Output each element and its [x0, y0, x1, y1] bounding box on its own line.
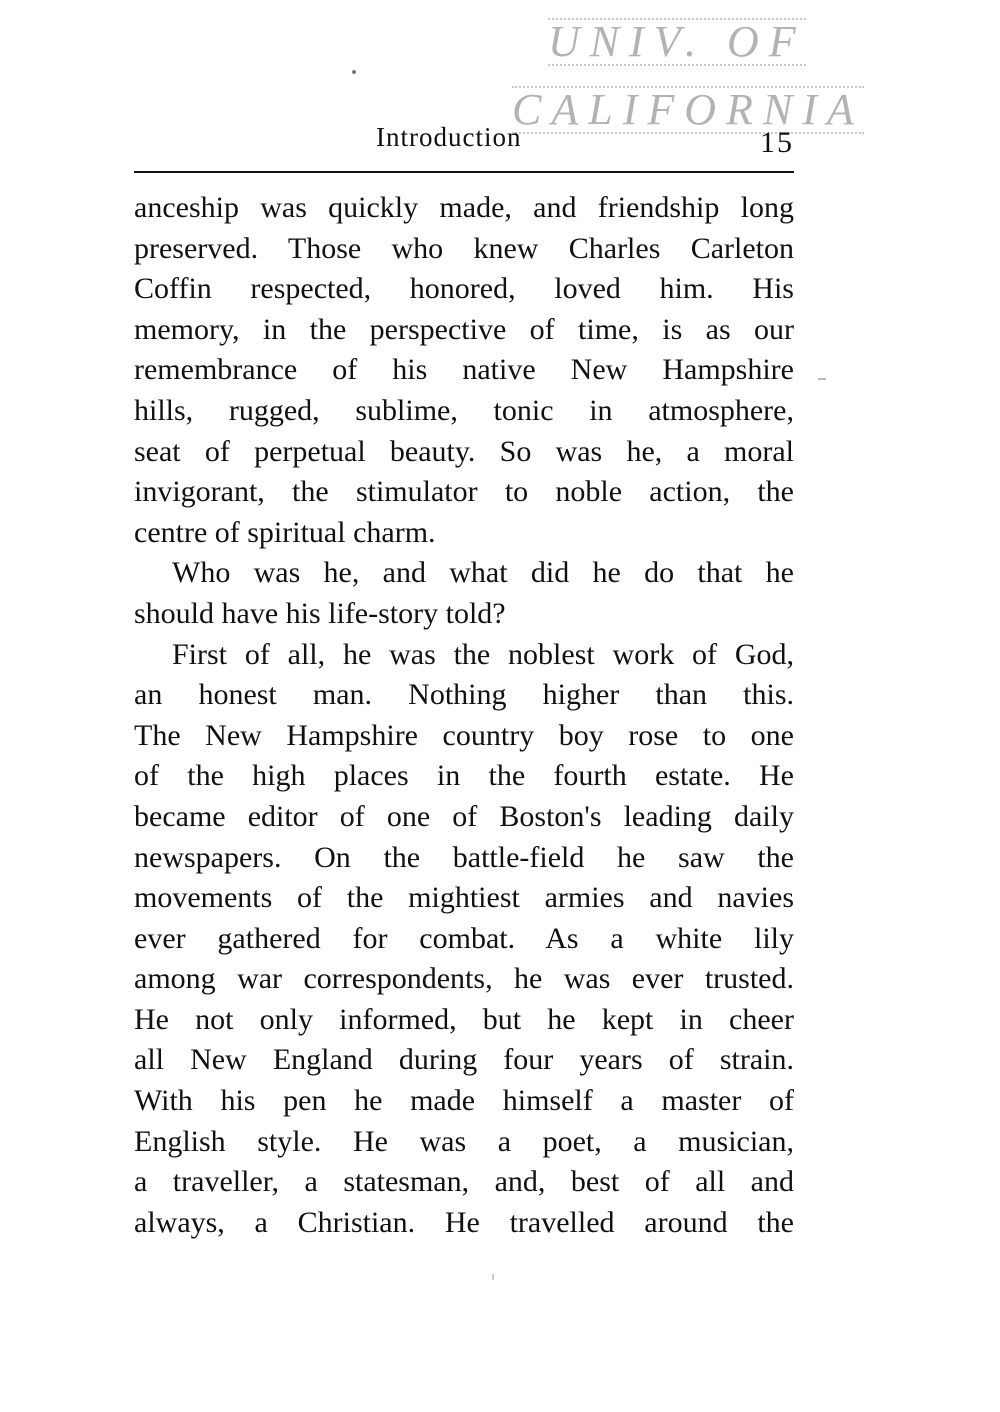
- text-line: always, a Christian. He travelled around the: [134, 1205, 794, 1239]
- text-line: hills, rugged, sublime, tonic in atmosphere,: [134, 393, 794, 427]
- text-line: centre of spiritual charm.: [134, 515, 436, 549]
- text-line: should have his life-story told?: [134, 596, 506, 630]
- text-line: movements of the mightiest armies and navies: [134, 881, 794, 915]
- page-header: [134, 118, 794, 158]
- text-line: He not only informed, but he kept in cheer: [134, 1002, 794, 1036]
- text-line: Who was he, and what did he do that he: [172, 556, 794, 590]
- header-rule: [134, 171, 794, 173]
- text-line: an honest man. Nothing higher than this.: [134, 678, 794, 712]
- text-line: invigorant, the stimulator to noble action, the: [134, 475, 794, 509]
- stamp-line-1: UNIV. OF: [548, 17, 806, 66]
- text-line: The New Hampshire country boy rose to one: [134, 718, 794, 752]
- text-line: Coffin respected, honored, loved him. His: [134, 272, 794, 306]
- body-text: [134, 188, 794, 1243]
- text-line: of the high places in the fourth estate. He: [134, 759, 794, 793]
- text-line: preserved. Those who knew Charles Carleton: [134, 231, 794, 265]
- text-line: With his pen he made himself a master of: [134, 1084, 794, 1118]
- bottom-mark: [492, 1274, 494, 1280]
- text-line: among war correspondents, he was ever trusted.: [134, 962, 794, 996]
- margin-mark: [818, 378, 826, 380]
- text-line: all New England during four years of strain.: [134, 1043, 794, 1077]
- text-line: memory, in the perspective of time, is as our: [134, 312, 794, 346]
- text-line: a traveller, a statesman, and, best of all and: [134, 1165, 794, 1199]
- text-line: anceship was quickly made, and friendship long: [134, 191, 794, 224]
- stamp-line-2: CALIFORNIA: [512, 85, 864, 134]
- page-number: 15: [760, 126, 794, 159]
- text-line: newspapers. On the battle-field he saw the: [134, 840, 794, 874]
- running-head: Introduction: [376, 122, 522, 152]
- text-line: became editor of one of Boston's leading daily: [134, 799, 794, 833]
- stamp-dot: [352, 70, 356, 74]
- text-line: English style. He was a poet, a musician,: [134, 1124, 794, 1158]
- text-line: seat of perpetual beauty. So was he, a moral: [134, 434, 794, 468]
- text-line: First of all, he was the noblest work of God,: [172, 637, 794, 671]
- text-line: remembrance of his native New Hampshire: [134, 353, 794, 387]
- text-line: ever gathered for combat. As a white lily: [134, 921, 794, 955]
